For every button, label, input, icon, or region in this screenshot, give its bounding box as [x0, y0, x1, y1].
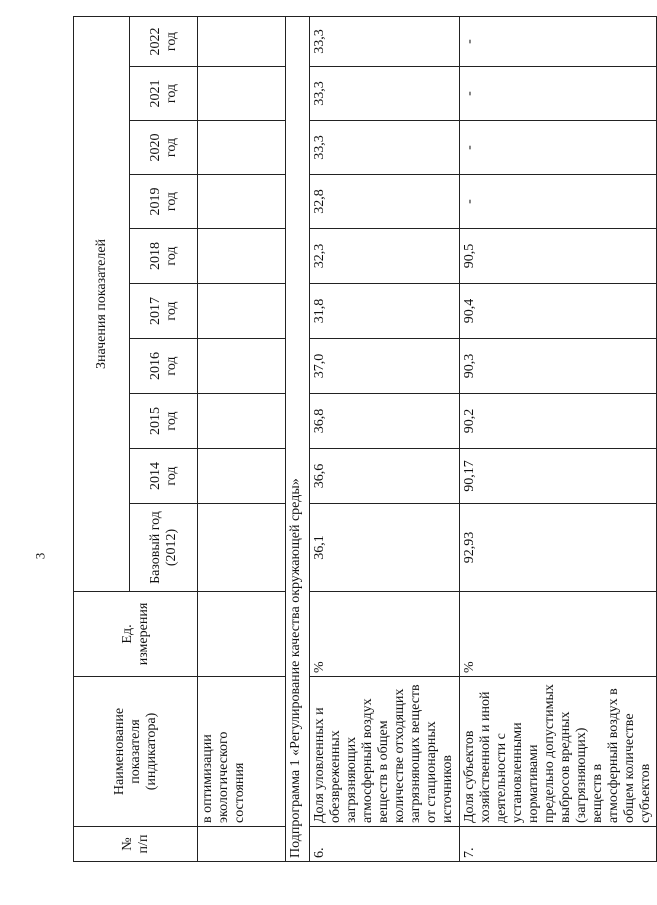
cont-v6 — [198, 175, 286, 229]
row-value: 36,8 — [310, 394, 460, 449]
row-name: Доля уловленных и обезвреженных загрязняющих атмосферный воздух веществ в общем количестве отходящих загрязняющих веществ от стационарных источников — [310, 677, 460, 827]
header-year-2017: 2017 год — [130, 284, 198, 339]
row-value: - — [460, 121, 657, 175]
cont-v7 — [198, 121, 286, 175]
header-year-2014: 2014 год — [130, 449, 198, 504]
row-value: 33,3 — [310, 16, 460, 66]
cont-v8 — [198, 67, 286, 121]
page-number: 3 — [32, 552, 48, 560]
row-value: 92,93 — [460, 504, 657, 592]
row-value: 90,3 — [460, 339, 657, 394]
cont-v2 — [198, 394, 286, 449]
row-value: - — [460, 67, 657, 121]
row-unit: % — [310, 592, 460, 677]
rotated-table-container — [73, 17, 653, 862]
header-year-2019: 2019 год — [130, 175, 198, 229]
subprogram-title: Подпрограмма 1 «Регулирование качества окружающей среды» — [286, 16, 310, 861]
header-year-2021: 2021 год — [130, 67, 198, 121]
header-year-2020: 2020 год — [130, 121, 198, 175]
row-value: 36,1 — [310, 504, 460, 592]
row-value: - — [460, 16, 657, 66]
row-value: 32,8 — [310, 175, 460, 229]
cont-v9 — [198, 16, 286, 66]
cont-v4 — [198, 284, 286, 339]
header-unit: Ед. измерения — [74, 592, 198, 677]
row-value: 33,3 — [310, 121, 460, 175]
row-value: 90,2 — [460, 394, 657, 449]
header-values: Значения показателей — [74, 16, 130, 591]
indicators-table — [73, 16, 657, 862]
header-num: № п/п — [74, 827, 198, 862]
header-name: Наименование показателя (индикатора) — [74, 677, 198, 827]
row-unit: % — [460, 592, 657, 677]
row-value: 33,3 — [310, 67, 460, 121]
header-year-2015: 2015 год — [130, 394, 198, 449]
cont-v3 — [198, 339, 286, 394]
row-value: 90,4 — [460, 284, 657, 339]
header-year-2022: 2022 год — [130, 16, 198, 66]
row-value: - — [460, 175, 657, 229]
header-year-2016: 2016 год — [130, 339, 198, 394]
cont-unit — [198, 592, 286, 677]
table-row-continuation — [198, 16, 286, 861]
header-year-2018: 2018 год — [130, 229, 198, 284]
cont-v1 — [198, 449, 286, 504]
row-name: Доля субъектов хозяйственной и иной деятельности с установленными нормативами предельно допустимых выбросов вредных (загрязняющих) веществ в атмосферный воздух в общем количестве субъектов — [460, 677, 657, 827]
row-value: 90,5 — [460, 229, 657, 284]
row-value: 90,17 — [460, 449, 657, 504]
row-num: 7. — [460, 827, 657, 862]
row-value: 31,8 — [310, 284, 460, 339]
row-value: 37,0 — [310, 339, 460, 394]
row-value: 36,6 — [310, 449, 460, 504]
cont-name: в оптимизации экологического состояния — [198, 677, 286, 827]
table-row — [310, 16, 460, 861]
table-row — [460, 16, 657, 861]
cont-v0 — [198, 504, 286, 592]
header-year-base: Базовый год (2012) — [130, 504, 198, 592]
row-num: 6. — [310, 827, 460, 862]
cont-num — [198, 827, 286, 862]
cont-v5 — [198, 229, 286, 284]
row-value: 32,3 — [310, 229, 460, 284]
